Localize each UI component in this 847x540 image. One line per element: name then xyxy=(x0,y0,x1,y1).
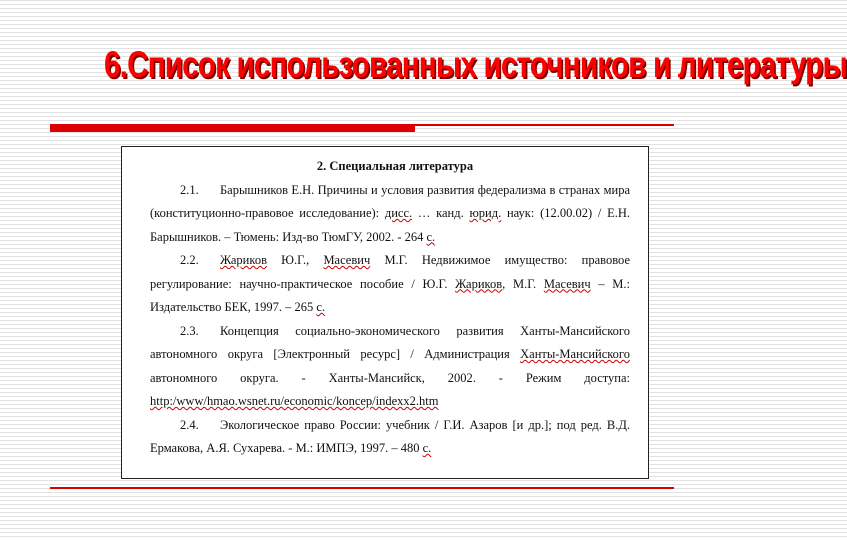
spellcheck-word: с. xyxy=(316,300,326,314)
spellcheck-word: Жариков xyxy=(455,276,503,291)
spellcheck-word: Масевич xyxy=(543,276,591,291)
entry-number: 2.1. xyxy=(180,182,199,197)
reference-entry-2-2 xyxy=(150,249,630,320)
entry-text: … канд. xyxy=(412,206,470,220)
document-excerpt xyxy=(121,146,649,479)
spellcheck-word: дисс. xyxy=(384,206,413,220)
entry-text: Барышников Е.Н. Причины и условия развития федерализма в странах мира (конституционно-правовое исследование): xyxy=(150,182,630,220)
entry-number: 2.2. xyxy=(180,253,199,267)
spellcheck-word: с. xyxy=(422,441,432,455)
entry-text: Экологическое право России: учебник / Г.И. Азаров [и др.]; под ред. В.Д. Ермакова, А.Я. Сухарева. - М.: ИМПЭ, 1997. – 480 xyxy=(150,417,630,455)
entry-number: 2.4. xyxy=(180,417,199,432)
entry-text: автономного округа. - Ханты-Мансийск, 2002. - Режим доступа: xyxy=(150,370,630,385)
entry-text: Ю.Г., xyxy=(266,253,324,267)
entry-text: наук: (12.00.02) / Е.Н. Барышников. – Тюмень: Изд-во ТюмГУ, 2002. - 264 xyxy=(150,206,631,244)
spellcheck-word: Жариков xyxy=(220,253,267,267)
entry-text: М.Г. Недвижимое имущество: правовое регулирование: научно-практическое пособие / Ю.Г. xyxy=(150,253,631,291)
entry-text: – М.: Издательство БЕК, 1997. – 265 xyxy=(150,276,631,314)
slide-title: 6.Список использованных источников и литературы xyxy=(104,44,847,85)
entry-number: 2.3. xyxy=(180,323,199,338)
reference-entry-2-1 xyxy=(150,179,630,250)
entry-text: , М.Г. xyxy=(502,276,544,291)
spellcheck-word: Масевич xyxy=(323,253,371,267)
reference-entry-2-4 xyxy=(150,414,630,461)
entry-text: Концепция социально-экономического развития Ханты-Мансийского автономного округа [Электронный ресурс] / Администрация xyxy=(150,323,630,361)
spellcheck-word: с. xyxy=(426,229,436,244)
spellcheck-word: Ханты-Мансийского xyxy=(520,347,630,361)
spellcheck-word: юрид. xyxy=(469,206,502,220)
document-heading: 2. Специальная литература xyxy=(316,159,474,173)
bottom-divider xyxy=(50,487,674,489)
reference-url: http:/www/hmao.wsnet.ru/economic/koncep/indexx2.htm xyxy=(150,394,439,408)
title-divider-thick xyxy=(50,124,415,132)
reference-entry-2-3 xyxy=(150,320,630,414)
